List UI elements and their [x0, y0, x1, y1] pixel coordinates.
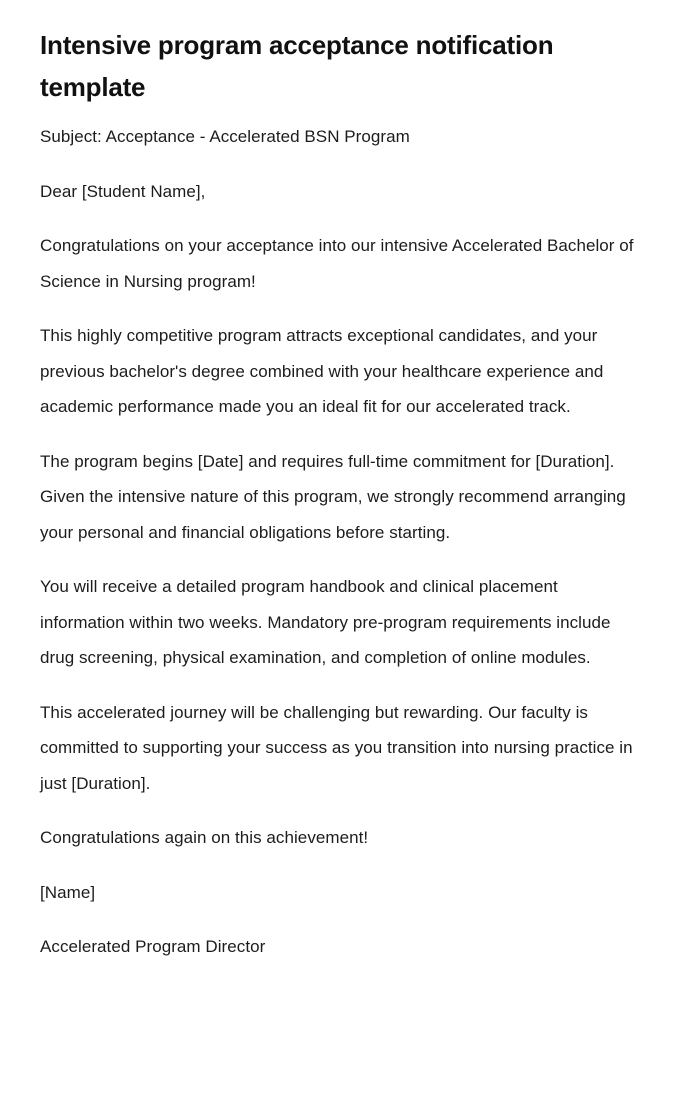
signature-title: Accelerated Program Director	[40, 937, 266, 956]
closing-line: Congratulations again on this achievement!	[40, 828, 369, 847]
paragraph-1: Congratulations on your acceptance into our intensive Accelerated Bachelor of Science in Nursing program!	[40, 236, 634, 291]
paragraph-5: This accelerated journey will be challenging but rewarding. Our faculty is committed to supporting your success as you transition into nursing practice in just [Duration].	[40, 702, 633, 793]
paragraph-2: This highly competitive program attracts exceptional candidates, and your previous bachelor's degree combined with your healthcare experience and academic performance made you an ideal fit for our accelerated track.	[40, 326, 604, 416]
paragraph-3: The program begins [Date] and requires full-time commitment for [Duration]. Given the intensive nature of this program, we strongly recommend arranging your personal and financial obligations before starting.	[40, 451, 626, 542]
paragraph-4: You will receive a detailed program handbook and clinical placement information within two weeks. Mandatory pre-program requirements include drug screening, physical examination, and completion of online modules.	[40, 577, 611, 667]
signature-name: [Name]	[40, 882, 96, 902]
subject-line: Subject: Acceptance - Accelerated BSN Program	[40, 127, 410, 146]
page-title: Intensive program acceptance notification template	[40, 30, 554, 102]
salutation: Dear [Student Name],	[40, 181, 206, 201]
